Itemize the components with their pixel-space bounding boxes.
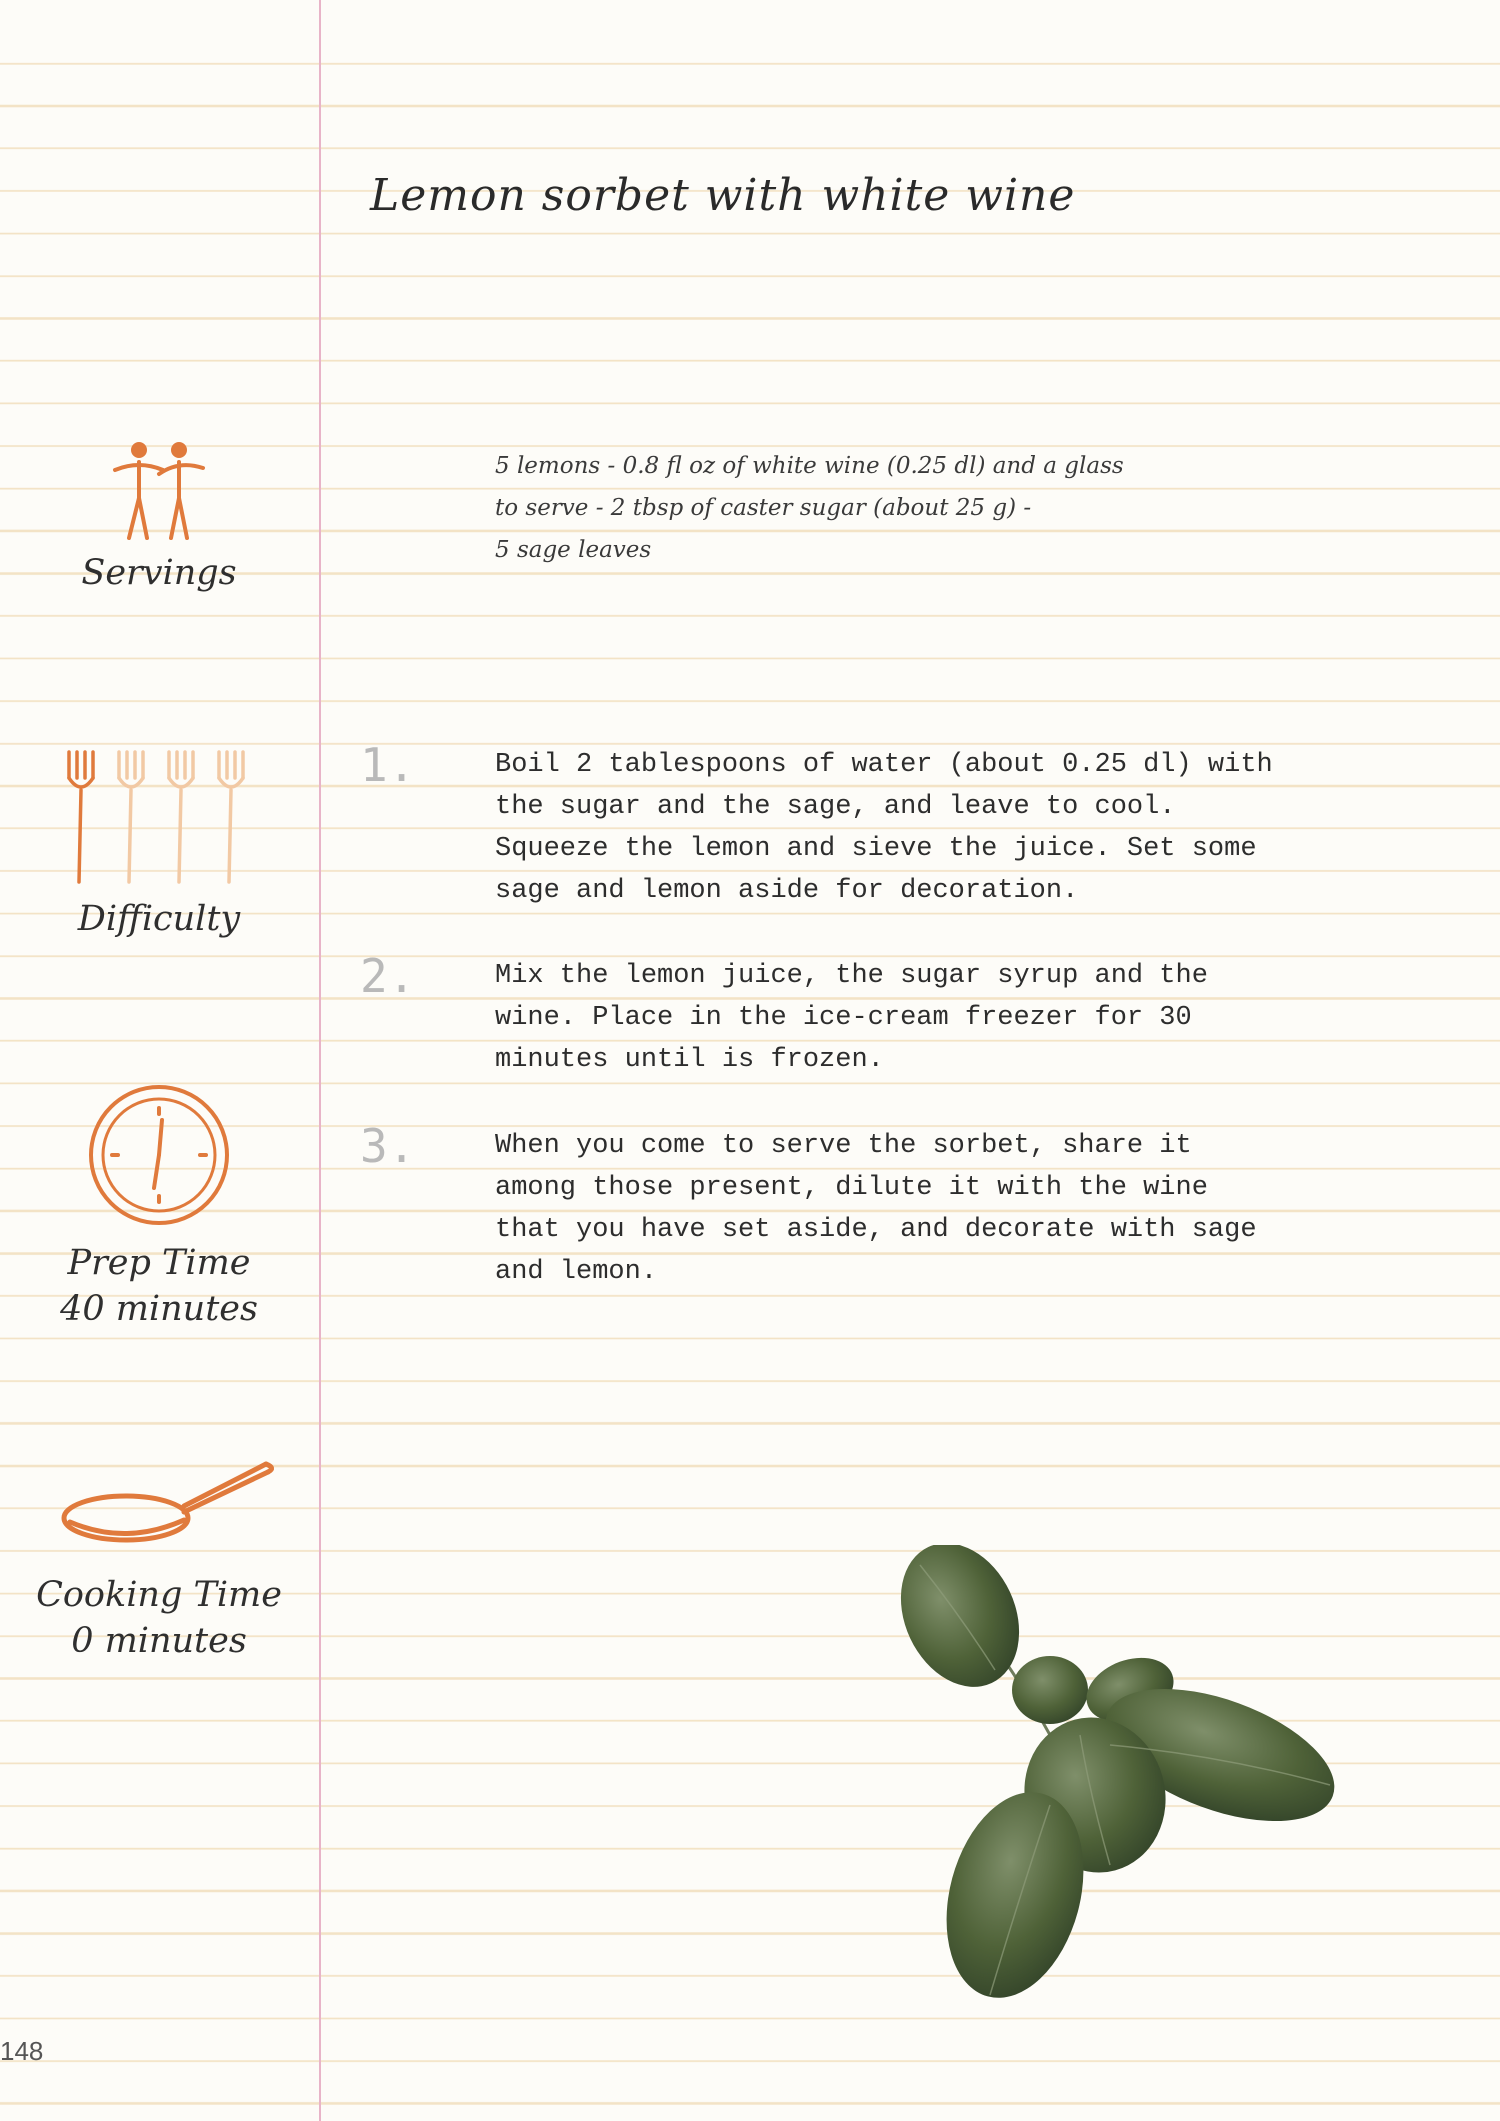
difficulty-label: Difficulty: [77, 899, 241, 939]
cooking-time-value: 0 minutes: [71, 1621, 247, 1661]
ingredient-line: to serve - 2 tbsp of caster sugar (about 25 g) -: [495, 495, 1032, 521]
step-text: Mix the lemon juice, the sugar syrup and the wine. Place in the ice-cream freezer for 30 minutes until is frozen.: [495, 961, 1208, 1075]
fork-icon: [219, 752, 243, 882]
cooking-time-section: [0, 1450, 318, 1664]
ingredient-line: 5 lemons - 0.8 fl oz of white wine (0.25 dl) and a glass: [495, 453, 1124, 479]
frying-pan-icon: [34, 1450, 284, 1550]
page-number: 148: [0, 2036, 44, 2066]
fork-icon: [169, 752, 193, 882]
step-text: Boil 2 tablespoons of water (about 0.25 dl) with the sugar and the sage, and leave to cool. Squeeze the lemon and sieve the juice. Set some sage and lemon aside for decoration.: [495, 750, 1273, 906]
fork-icon: [69, 752, 93, 882]
sage-leaves-image: [880, 1545, 1360, 2015]
fork-icon: [119, 752, 143, 882]
step-number: 3.: [360, 1119, 416, 1173]
step-number: 1.: [360, 738, 416, 792]
prep-time-label: Prep Time: [67, 1243, 251, 1283]
people-icon: [99, 438, 219, 548]
servings-label: Servings: [81, 553, 237, 593]
prep-time-section: [0, 1080, 318, 1332]
difficulty-forks-icon: [49, 748, 269, 888]
prep-time-value: 40 minutes: [60, 1289, 258, 1329]
step-text: When you come to serve the sorbet, share it among those present, dilute it with the wine that you have set aside, and decorate with sage and lemon.: [495, 1131, 1257, 1287]
recipe-title: Lemon sorbet with white wine: [370, 170, 1076, 221]
cooking-time-label: Cooking Time: [36, 1575, 282, 1615]
clock-icon: [84, 1080, 234, 1230]
step-number: 2.: [360, 949, 416, 1003]
difficulty-section: [0, 748, 318, 944]
margin-line: [319, 0, 321, 2121]
ingredients-list: [495, 445, 1375, 571]
ingredient-line: 5 sage leaves: [495, 537, 652, 563]
servings-section: [0, 438, 318, 598]
